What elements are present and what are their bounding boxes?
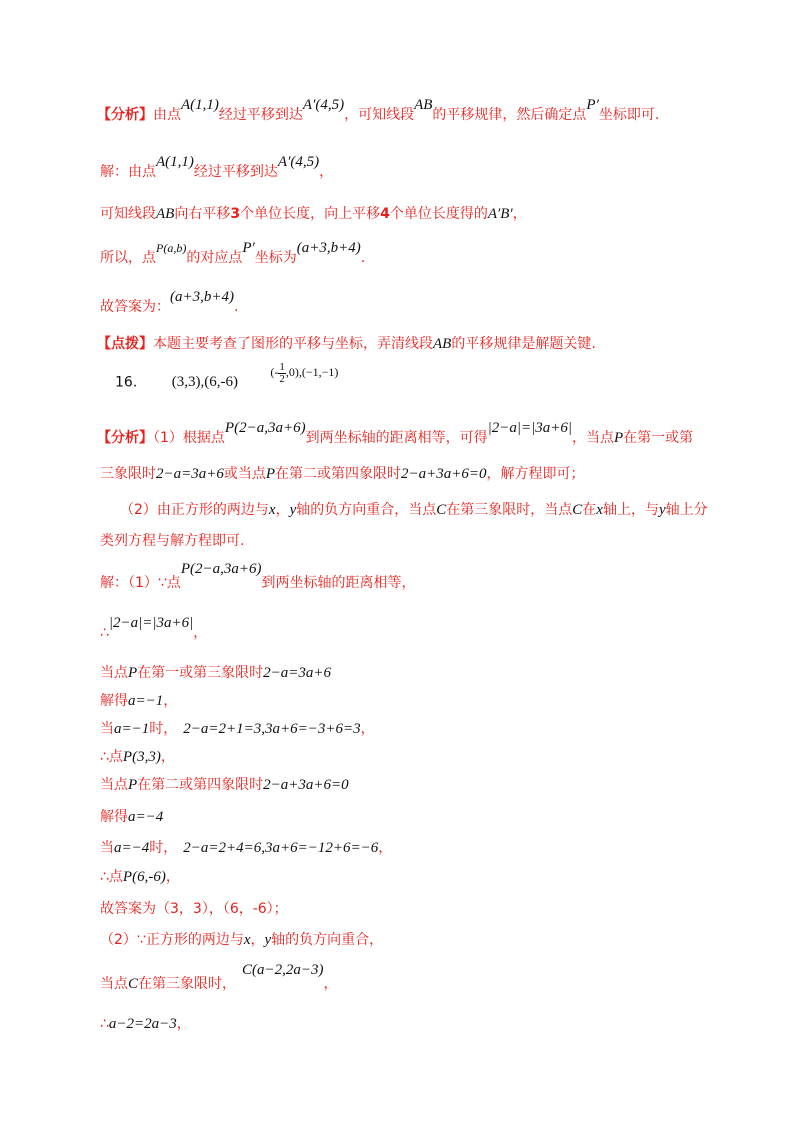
solution-line-24: 当点C在第三象限时，C(a−2,2a−3)，: [100, 962, 338, 992]
answer-line-22: 故答案为（3，3），（6，-6）；: [100, 901, 288, 917]
problem-number: 16.: [115, 374, 138, 391]
answer-line-5: 故答案为：(a+3,b+4).: [100, 289, 239, 315]
analysis-line-9: 三象限时2−a=3a+6或当点P在第二或第四象限时2−a+3a+6=0，解方程即可；: [100, 466, 585, 482]
analysis-line-1: 【分析】由点A(1,1)经过平移到达A′(4,5)，可知线段AB的平移规律，然后确定点P′坐标即可.: [97, 97, 660, 123]
solution-line-23: （2）∵正方形的两边与x，y轴的负方向重合，: [100, 932, 384, 948]
solution-line-19: 解得a=−4: [100, 809, 164, 825]
solution-line-14: 当点P在第一或第三象限时2−a=3a+6: [100, 665, 332, 681]
analysis-tag: 【分析】: [97, 430, 153, 446]
solution-line-21: ∴点P(6,-6)，: [100, 869, 180, 885]
analysis-tag: 【分析】: [97, 107, 153, 123]
solution-line-20: 当a=−4时， 2−a=2+4=6,3a+6=−12+6=−6，: [100, 840, 393, 856]
solution-line-4: 所以，点P(a,b)的对应点P′坐标为(a+3,b+4).: [100, 240, 366, 266]
problem-16-answers: 16. (3,3),(6,-6) (- $\frac{1}{2}$ ,0),(−1,−1): [115, 361, 339, 391]
solution-line-3: 可知线段AB向右平移3个单位长度，向上平移4个单位长度得的A′B′，: [100, 206, 527, 222]
solution-line-17: ∴点P(3,3)，: [100, 749, 175, 765]
solution-line-12: 解：（1）∵点P(2−a,3a+6)到两坐标轴的距离相等，: [100, 561, 416, 591]
solution-line-16: 当a=−1时， 2−a=2+1=3,3a+6=−3+6=3，: [100, 721, 375, 737]
analysis-line-10: （2）由正方形的两边与x，y轴的负方向重合，当点C在第三象限时，当点C在x轴上，与y轴上分: [120, 502, 708, 518]
solution-line-15: 解得a=−1，: [100, 693, 178, 709]
solution-line-13: ∴|2−a|=|3a+6|，: [100, 615, 208, 641]
solution-line-2: 解：由点A(1,1)经过平移到达A′(4,5)，: [100, 154, 334, 180]
tip-line-6: 【点拨】本题主要考查了图形的平移与坐标，弄清线段AB的平移规律是解题关键.: [97, 336, 596, 352]
analysis-line-11: 类列方程与解方程即可.: [100, 533, 245, 549]
solution-line-18: 当点P在第二或第四象限时2−a+3a+6=0: [100, 777, 349, 793]
analysis-line-8: 【分析】（1）根据点P(2−a,3a+6)到两坐标轴的距离相等，可得|2−a|=|3a+6|，当点P在第一或第: [97, 420, 694, 446]
solution-line-25: ∴a−2=2a−3，: [100, 1016, 191, 1032]
tip-tag: 【点拨】: [97, 336, 153, 352]
fraction-one-half: $\frac{1}{2}$: [279, 361, 285, 385]
